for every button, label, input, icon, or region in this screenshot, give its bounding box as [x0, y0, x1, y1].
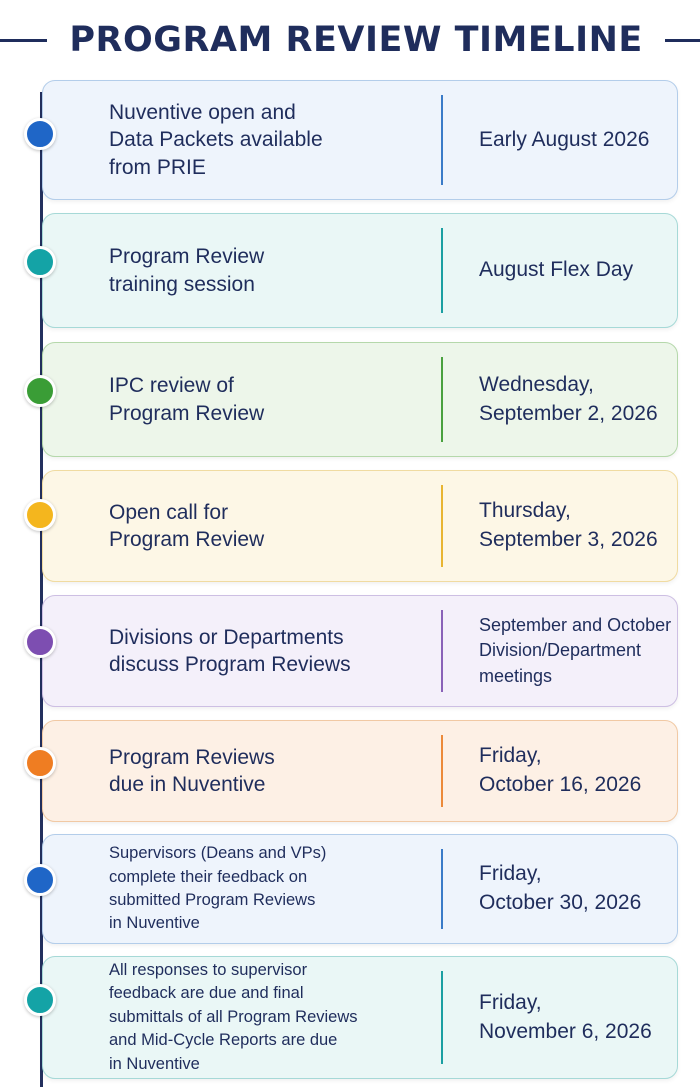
title-rule-left — [0, 39, 47, 42]
event-description: Open call for Program Review — [109, 500, 265, 551]
event-date: Wednesday, September 2, 2026 — [479, 372, 658, 425]
card-divider — [441, 95, 443, 185]
page-title: PROGRAM REVIEW TIMELINE — [69, 20, 643, 60]
timeline-card — [42, 595, 678, 707]
card-divider — [441, 735, 443, 807]
timeline-dot — [24, 864, 56, 896]
card-divider — [441, 357, 443, 442]
timeline-card — [42, 80, 678, 200]
timeline-dot — [24, 747, 56, 779]
event-date: September and October Division/Department meetings — [479, 614, 672, 686]
timeline-dot — [24, 246, 56, 278]
event-description: All responses to supervisor feedback are due and final submittals of all Program Reviews and Mid-Cycle Reports are due in Nuventive — [109, 960, 358, 1073]
timeline-dot — [24, 375, 56, 407]
event-description: IPC review of Program Review — [109, 374, 265, 425]
timeline-dot — [24, 499, 56, 531]
card-divider — [441, 610, 443, 692]
event-description: Supervisors (Deans and VPs) complete their feedback on submitted Program Reviews in Nuventive — [109, 844, 327, 933]
timeline-dot — [24, 984, 56, 1016]
card-divider — [441, 485, 443, 567]
event-description: Nuventive open and Data Packets available from PRIE — [109, 101, 323, 179]
timeline-dot — [24, 626, 56, 658]
timeline-card — [42, 720, 678, 822]
timeline-card — [42, 342, 678, 457]
timeline-dot — [24, 118, 56, 150]
card-divider — [441, 849, 443, 929]
event-date: August Flex Day — [479, 258, 634, 282]
event-date: Friday, October 30, 2026 — [479, 862, 642, 914]
event-date: Friday, October 16, 2026 — [479, 744, 642, 796]
event-description: Program Reviews due in Nuventive — [109, 745, 275, 796]
card-divider — [441, 971, 443, 1064]
event-date: Friday, November 6, 2026 — [479, 990, 652, 1043]
title-rule-right — [665, 39, 700, 42]
title-row — [0, 14, 700, 66]
timeline-card — [42, 834, 678, 944]
timeline-card — [42, 956, 678, 1079]
event-description: Divisions or Departments discuss Program Reviews — [109, 625, 351, 676]
event-description: Program Review training session — [109, 245, 265, 296]
timeline-card — [42, 470, 678, 582]
timeline-card — [42, 213, 678, 328]
event-date: Early August 2026 — [479, 127, 650, 151]
event-date: Thursday, September 3, 2026 — [479, 499, 658, 551]
card-divider — [441, 228, 443, 313]
